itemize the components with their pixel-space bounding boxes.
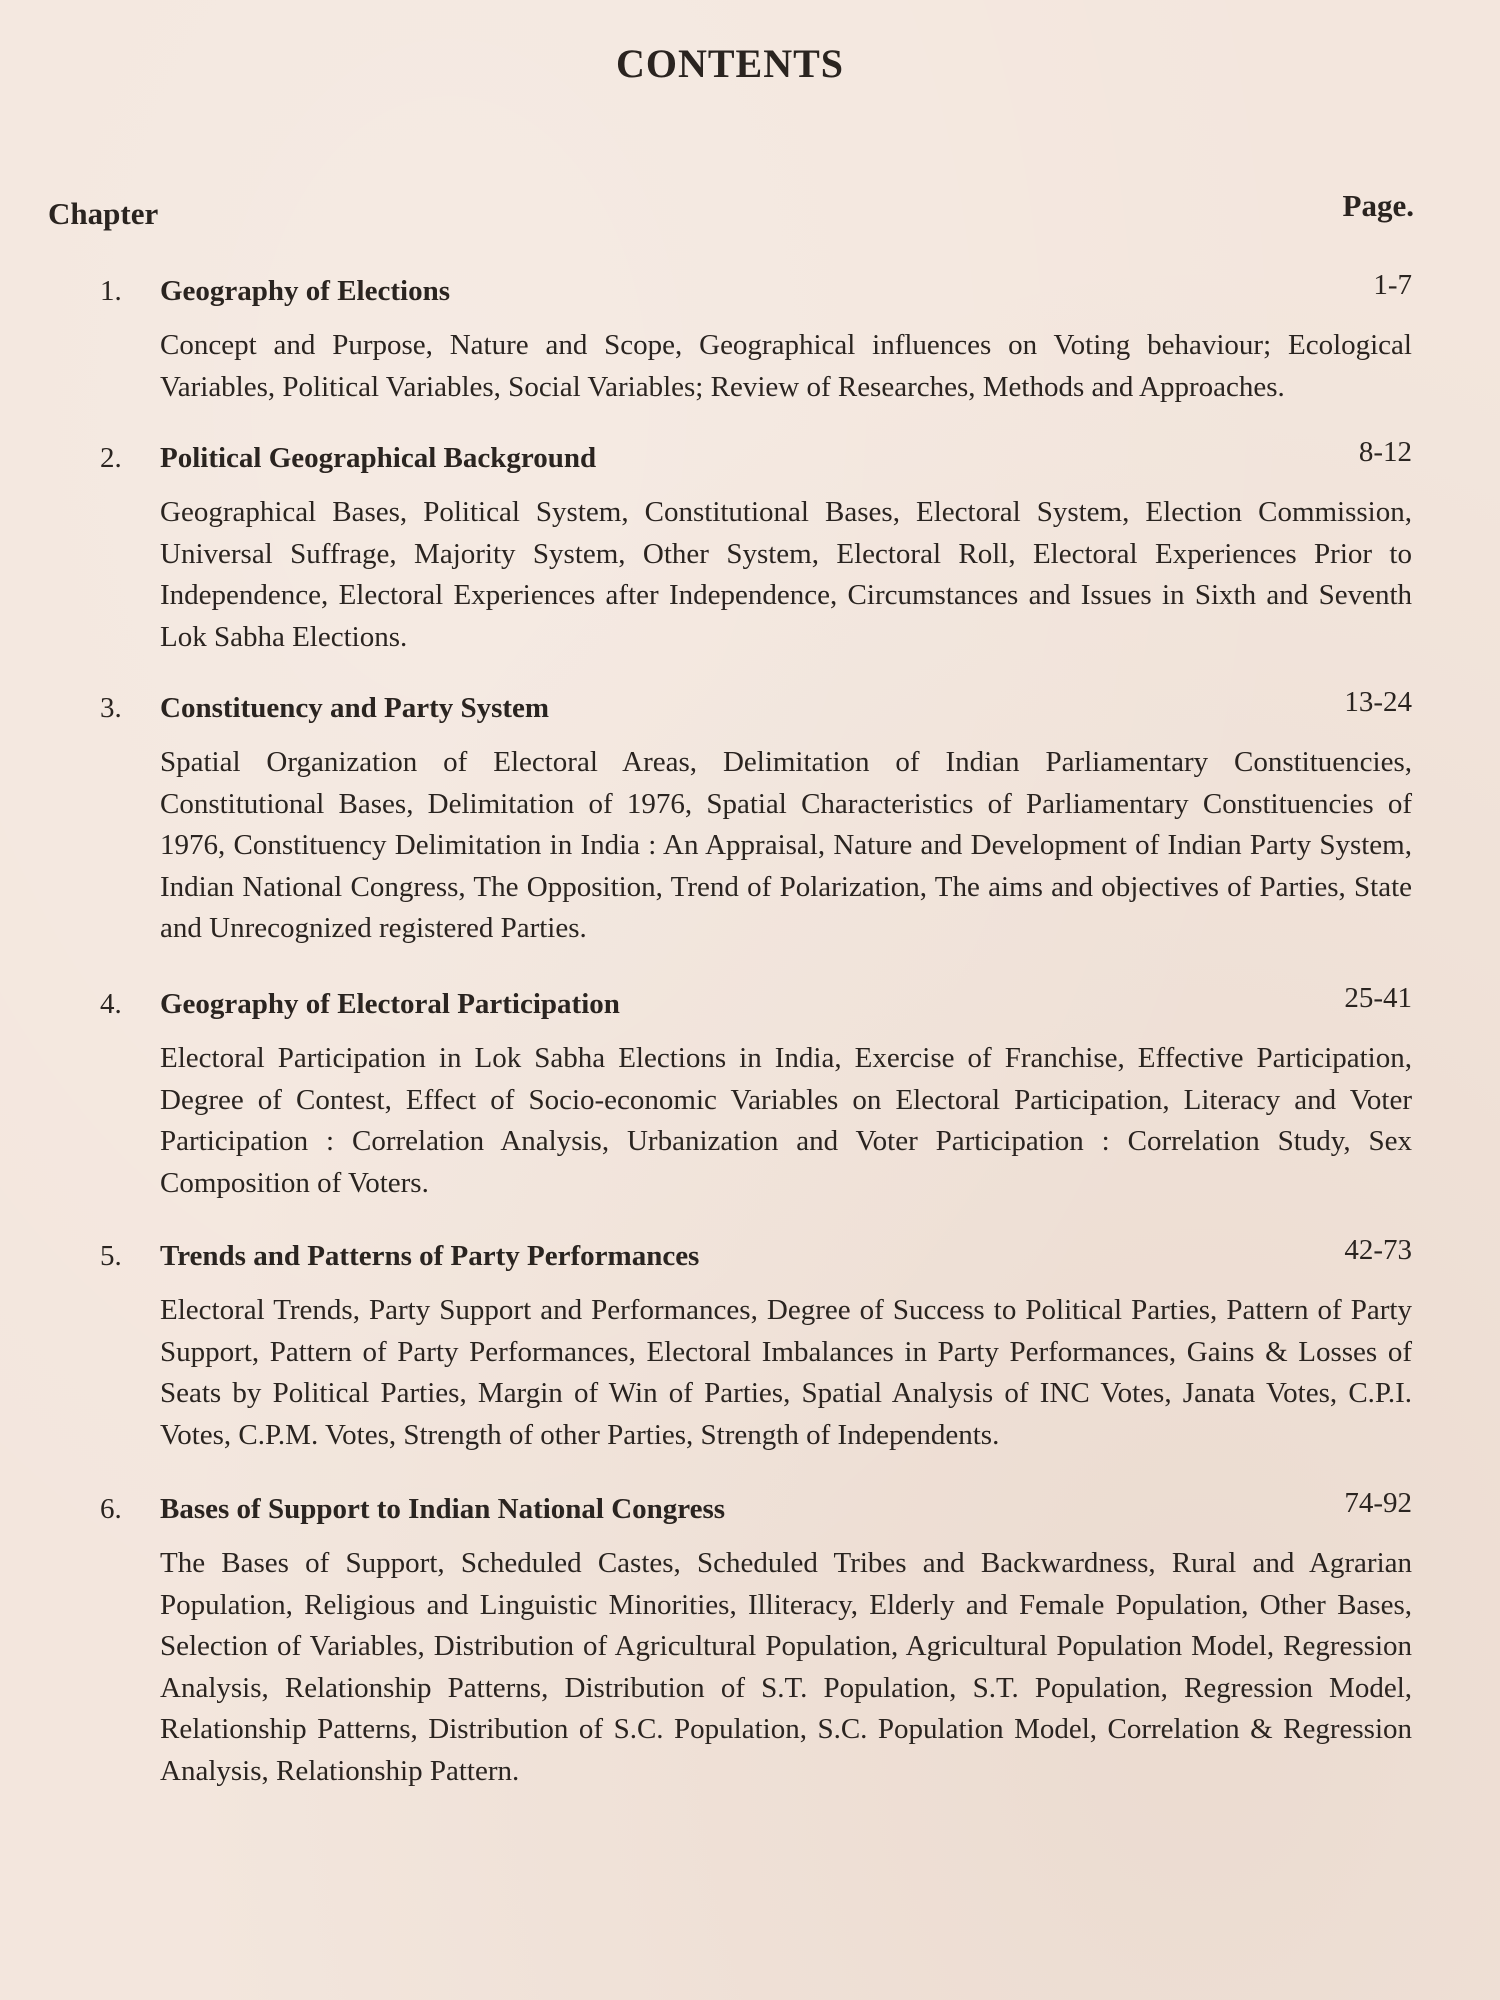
chapter-description: Geographical Bases, Political System, Constitutional Bases, Electoral System, Election Commission, Universal Suffrage, Majority System, Other System, Electoral Roll, Electoral Experiences Prior to Independence, Electoral Experiences after Independence, Circumstances and Issues in Sixth and Seventh Lok Sabha Elections. (160, 496, 1412, 653)
chapter-column-header: Chapter (48, 196, 159, 231)
chapter-title: Geography of Electoral Participation (160, 988, 620, 1020)
chapter-page-range: 25-41 (1344, 982, 1412, 1014)
chapter-title: Trends and Patterns of Party Performances (160, 1240, 700, 1272)
chapter-number: 1. (100, 275, 122, 307)
chapter-title: Geography of Elections (160, 275, 450, 307)
chapter-number: 3. (100, 692, 122, 724)
chapter-page-range: 13-24 (1344, 686, 1412, 718)
chapter-title: Constituency and Party System (160, 692, 550, 724)
chapter-number: 4. (100, 988, 122, 1020)
chapter-description: Electoral Participation in Lok Sabha Elections in India, Exercise of Franchise, Effective Participation, Degree of Contest, Effect of Socio-economic Variables on Electoral Participation, Literacy and Voter Participation : Correlation Analysis, Urbanization and Voter Participation : Correlation Study, Sex Composition of Voters. (160, 1042, 1412, 1199)
chapter-page-range: 1-7 (1373, 269, 1412, 301)
chapter-title: Political Geographical Background (160, 442, 597, 474)
page-title: CONTENTS (615, 41, 845, 86)
chapter-page-range: 74-92 (1344, 1487, 1412, 1519)
page-column-header: Page. (1342, 188, 1414, 223)
chapter-number: 2. (100, 442, 122, 474)
chapter-description: Electoral Trends, Party Support and Performances, Degree of Success to Political Parties, Pattern of Party Support, Pattern of Party Performances, Electoral Imbalances in Party Performances, Gains & Losses of Seats by Political Parties, Margin of Win of Parties, Spatial Analysis of INC Votes, Janata Votes, C.P.I. Votes, C.P.M. Votes, Strength of other Parties, Strength of Independents. (160, 1294, 1412, 1451)
chapter-description: The Bases of Support, Scheduled Castes, Scheduled Tribes and Backwardness, Rural and Agrarian Population, Religious and Linguistic Minorities, Illiteracy, Elderly and Female Population, Other Bases, Selection of Variables, Distribution of Agricultural Population, Agricultural Population Model, Regression Analysis, Relationship Patterns, Distribution of S.T. Population, S.T. Population, Regression Model, Relationship Patterns, Distribution of S.C. Population, S.C. Population Model, Correlation & Regression Analysis, Relationship Pattern. (160, 1547, 1412, 1787)
chapter-number: 6. (100, 1493, 122, 1525)
chapter-page-range: 42-73 (1344, 1234, 1412, 1266)
chapter-page-range: 8-12 (1358, 436, 1412, 468)
chapter-title: Bases of Support to Indian National Congress (160, 1493, 726, 1525)
chapter-description: Spatial Organization of Electoral Areas, Delimitation of Indian Parliamentary Constituencies, Constitutional Bases, Delimitation of 1976, Spatial Characteristics of Parliamentary Constituencies of 1976, Constituency Delimitation in India : An Appraisal, Nature and Development of Indian Party System, Indian National Congress, The Opposition, Trend of Polarization, The aims and objectives of Parties, State and Unrecognized registered Parties. (160, 746, 1412, 944)
chapter-number: 5. (100, 1240, 122, 1272)
chapter-description: Concept and Purpose, Nature and Scope, Geographical influences on Voting behaviour; Ecological Variables, Political Variables, Social Variables; Review of Researches, Methods and Approaches. (160, 329, 1412, 403)
